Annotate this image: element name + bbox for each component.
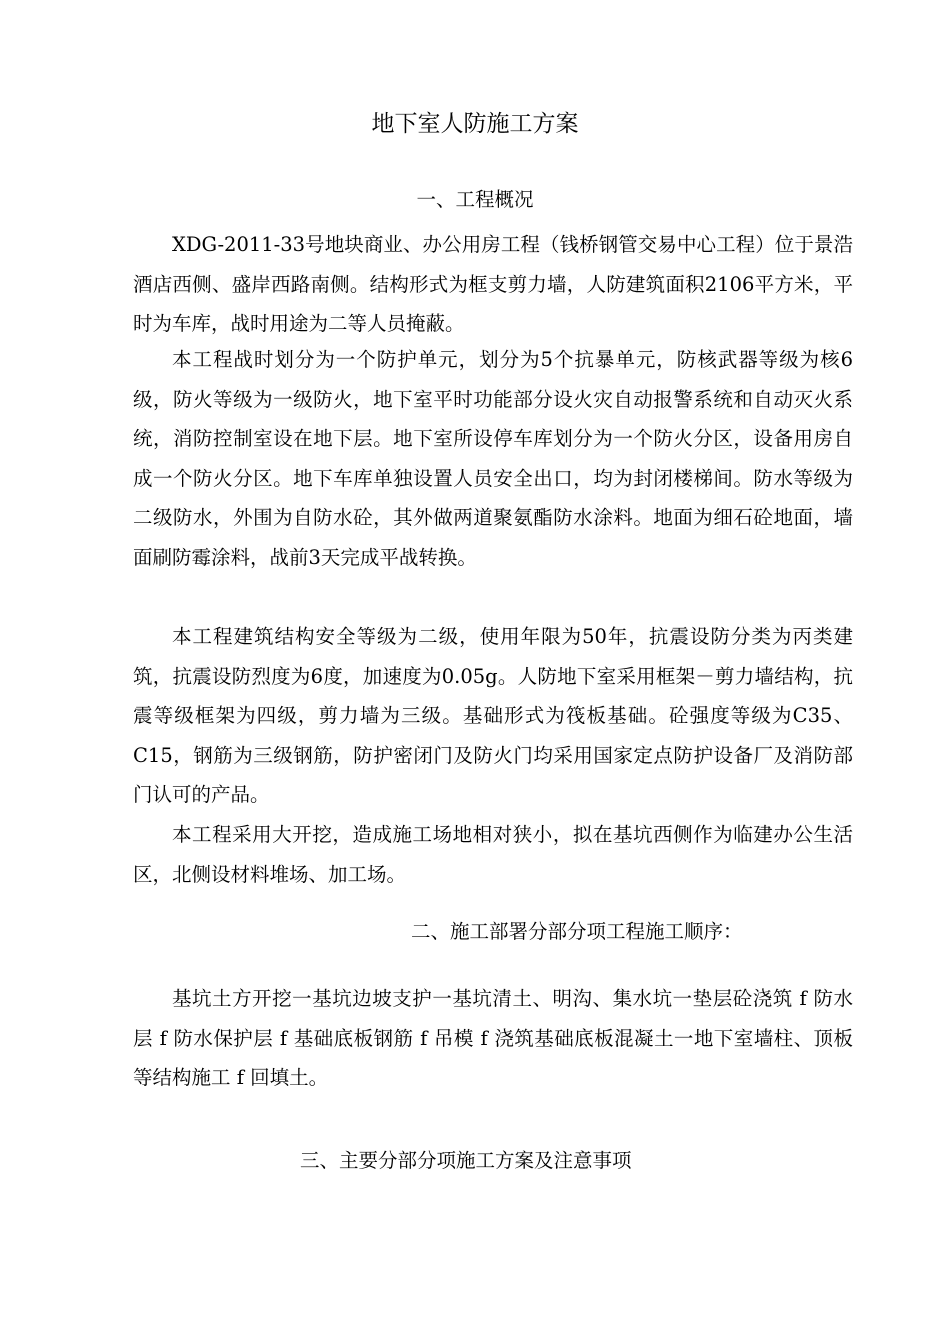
paragraph-structure-safety: 本工程建筑结构安全等级为二级，使用年限为50年，抗震设防分类为丙类建筑，抗震设防烈度为6度，加速度为0.05g。人防地下室采用框架－剪力墙结构，抗震等级框架为四级，剪力墙为三级。基础形式为筏板基础。砼强度等级为C35、C15，钢筋为三级钢筋，防护密闭门及防火门均采用国家定点防护设备厂及消防部门认可的产品。	[133, 625, 853, 807]
paragraph-project-location: XDG-2011-33号地块商业、办公用房工程（钱桥钢管交易中心工程）位于景浩酒店西侧、盛岸西路南侧。结构形式为框支剪力墙，人防建筑面积2106平方米，平时为车库，战时用途为二等人员掩蔽。	[133, 233, 853, 336]
paragraph-protection-units: 本工程战时划分为一个防护单元，划分为5个抗暴单元，防核武器等级为核6级，防火等级为一级防火，地下室平时功能部分设火灾自动报警系统和自动灭火系统，消防控制室设在地下层。地下室所设停车库划分为一个防火分区，设备用房自成一个防火分区。地下车库单独设置人员安全出口，均为封闭楼梯间。防水等级为二级防水，外围为自防水砼，其外做两道聚氨酯防水涂料。地面为细石砼地面，墙面刷防霉涂料，战前3天完成平战转换。	[133, 348, 853, 569]
section-heading-overview: 一、工程概况	[416, 188, 534, 211]
paragraph-site-layout: 本工程采用大开挖，造成施工场地相对狭小，拟在基坑西侧作为临建办公生活区，北侧设材料堆场、加工场。	[133, 823, 853, 886]
document-title: 地下室人防施工方案	[371, 111, 579, 137]
paragraph-construction-sequence: 基坑土方开挖一基坑边坡支护一基坑清土、明沟、集水坑一垫层砼浇筑 f 防水层 f 防水保护层 f 基础底板钢筋 f 吊模 f 浇筑基础底板混凝土一地下室墙柱、顶板等结构施工 f 回填土。	[133, 987, 853, 1090]
section-heading-construction-sequence: 二、施工部署分部分项工程施工顺序：	[411, 920, 743, 943]
section-heading-main-methods: 三、主要分部分项施工方案及注意事项	[300, 1149, 632, 1172]
